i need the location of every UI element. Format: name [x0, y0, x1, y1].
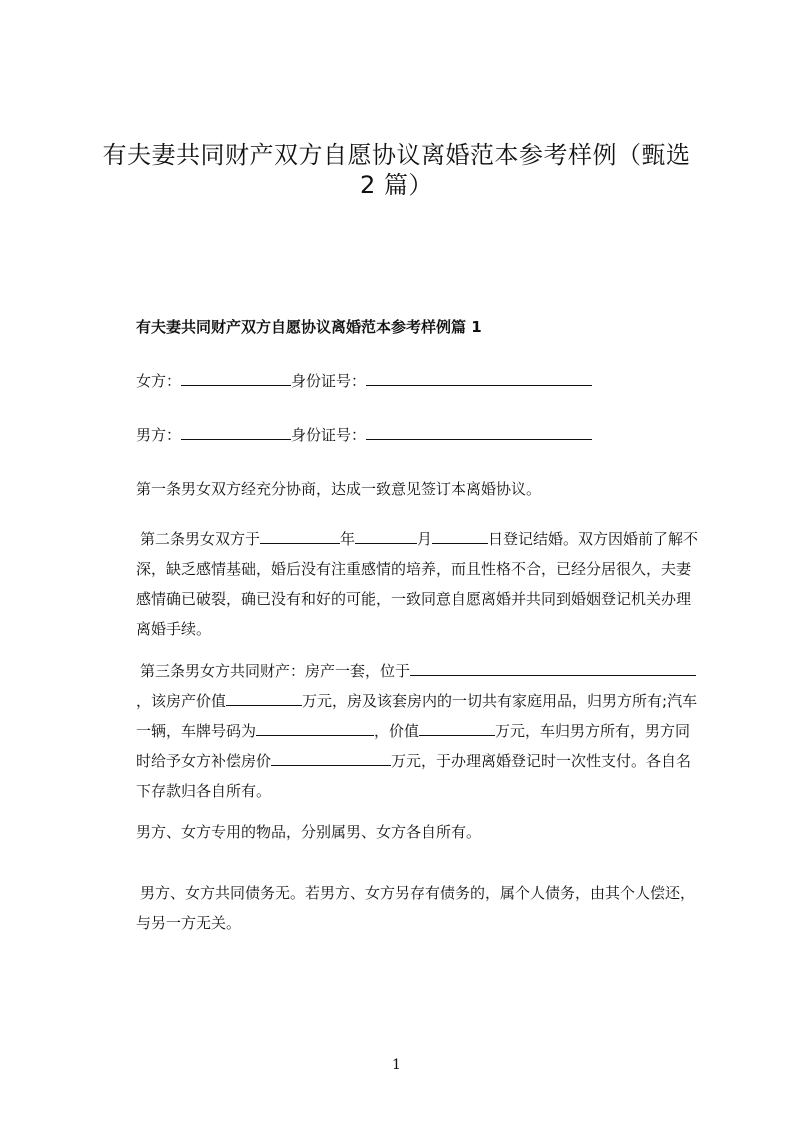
month-label: 月	[417, 530, 433, 548]
property-value-label: ，该房产价值	[136, 692, 227, 710]
compensation-field[interactable]	[271, 751, 391, 766]
marriage-month-field[interactable]	[355, 529, 417, 544]
article-2	[136, 524, 704, 644]
car-value-field[interactable]	[419, 721, 495, 736]
husband-info-line	[136, 424, 592, 446]
article-3-rest: 万元，于办理离婚登记时一次性支付。各自名下存款归各自所有。	[136, 752, 692, 800]
article-4: 男方、女方专用的物品，分别属男、女方各自所有。	[136, 823, 482, 841]
car-value-label: ，价值	[374, 722, 420, 740]
property-location-field[interactable]	[410, 661, 688, 676]
article-3	[136, 656, 704, 806]
article-3-unit2: 万元，车归男方所有，男方同时给予女方补偿房价	[136, 722, 691, 770]
wife-info-line	[136, 370, 592, 392]
article-3-prefix: 第三条男女方共同财产：房产一套，位于	[140, 662, 411, 680]
plate-number-field[interactable]	[256, 721, 374, 736]
article-2-body: 日登记结婚。双方因婚前了解不深，缺乏感情基础，婚后没有注重感情的培养，而且性格不合，已经分居很久，夫妻感情确已破裂，确已没有和好的可能，一致同意自愿离婚并共同到婚姻登记机关办理离婚手续。	[136, 530, 699, 638]
document-title	[80, 140, 713, 200]
article-1: 第一条男女双方经充分协商，达成一致意见签订本离婚协议。	[136, 480, 542, 498]
wife-id-label: 身份证号：	[291, 372, 367, 390]
document-title-line-2: 2 篇）	[360, 171, 433, 199]
article-5-text: 男方、女方共同债务无。若男方、女方另存有债务的，属个人债务，由其个人偿还，与另一方无关。	[136, 884, 696, 932]
article-3-unit1: 万元，房及该套房内的一切共有家庭用品，归男方所有;汽车一辆，车牌号码为	[136, 692, 698, 740]
husband-name-field[interactable]	[181, 425, 291, 440]
article-2-prefix: 第二条男女双方于	[140, 530, 261, 548]
article-5	[136, 878, 704, 938]
property-location-field-cont[interactable]	[688, 661, 696, 676]
page-number: 1	[392, 1057, 401, 1073]
wife-id-field[interactable]	[366, 371, 592, 386]
husband-id-label: 身份证号：	[291, 426, 367, 444]
year-label: 年	[340, 530, 356, 548]
wife-name-field[interactable]	[181, 371, 291, 386]
property-value-field[interactable]	[226, 691, 302, 706]
wife-label: 女方：	[136, 372, 182, 390]
section-title: 有夫妻共同财产双方自愿协议离婚范本参考样例篇 1	[136, 318, 482, 336]
husband-id-field[interactable]	[366, 425, 592, 440]
document-title-line-1: 有夫妻共同财产双方自愿协议离婚范本参考样例（甄选	[102, 141, 691, 169]
marriage-year-field[interactable]	[260, 529, 340, 544]
marriage-day-field[interactable]	[432, 529, 488, 544]
husband-label: 男方：	[136, 426, 182, 444]
